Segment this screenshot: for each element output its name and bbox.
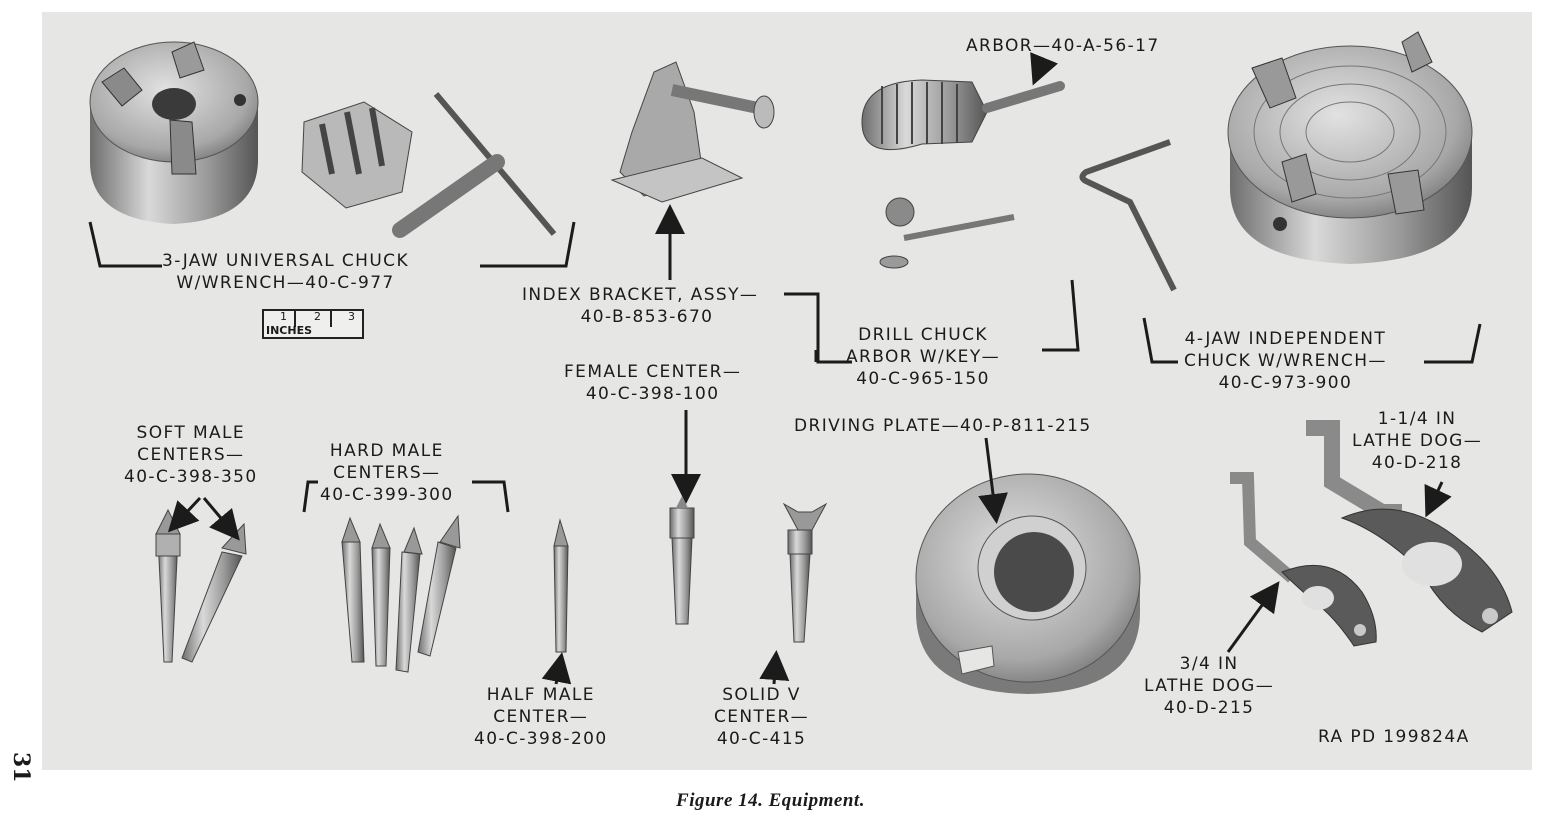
plate-reference-number: RA PD 199824A [1318, 727, 1470, 747]
female-center-label: FEMALE CENTER— 40-C-398-100 [564, 362, 742, 404]
figure-caption: Figure 14. Equipment. [676, 790, 865, 811]
three-jaw-chuck-label: 3-JAW UNIVERSAL CHUCK W/WRENCH—40-C-977 [162, 251, 410, 293]
index-bracket-label: INDEX BRACKET, ASSY— 40-B-853-670 [522, 285, 759, 327]
arbor-label: ARBOR—40-A-56-17 [966, 36, 1160, 56]
chuck-jaws-image [302, 102, 412, 208]
half-male-center-image [554, 520, 568, 652]
chuck-wrench-image [400, 94, 554, 234]
page-number: 31 [8, 752, 34, 783]
lathe-dog-large-label: 1-1/4 IN LATHE DOG— 40-D-218 [1352, 409, 1483, 473]
female-center-image [670, 496, 694, 624]
driving-plate-label: DRIVING PLATE—40-P-811-215 [794, 416, 1092, 436]
inches-scale-bar: 1 2 3 INCHES [262, 309, 364, 339]
hard-male-centers-image [342, 516, 460, 672]
drill-chuck-label: DRILL CHUCK ARBOR W/KEY— 40-C-965-150 [846, 325, 1001, 389]
lathe-dog-small-label: 3/4 IN LATHE DOG— 40-D-215 [1144, 654, 1275, 718]
index-bracket-image [612, 62, 774, 202]
hex-key-image [1082, 142, 1174, 290]
soft-male-centers-label: SOFT MALE CENTERS— 40-C-398-350 [124, 423, 258, 487]
four-jaw-chuck-image [1228, 32, 1472, 264]
solid-v-center-label: SOLID V CENTER— 40-C-415 [714, 685, 810, 749]
driving-plate-image [916, 474, 1140, 694]
four-jaw-chuck-label: 4-JAW INDEPENDENT CHUCK W/WRENCH— 40-C-973-900 [1184, 329, 1387, 393]
drill-chuck-image [862, 80, 1060, 150]
equipment-plate [42, 12, 1532, 770]
hard-male-centers-label: HARD MALE CENTERS— 40-C-399-300 [320, 441, 454, 505]
half-male-center-label: HALF MALE CENTER— 40-C-398-200 [474, 685, 608, 749]
solid-v-center-image [784, 504, 826, 642]
drill-chuck-key-image [880, 198, 1014, 268]
three-jaw-chuck-image [90, 42, 258, 224]
